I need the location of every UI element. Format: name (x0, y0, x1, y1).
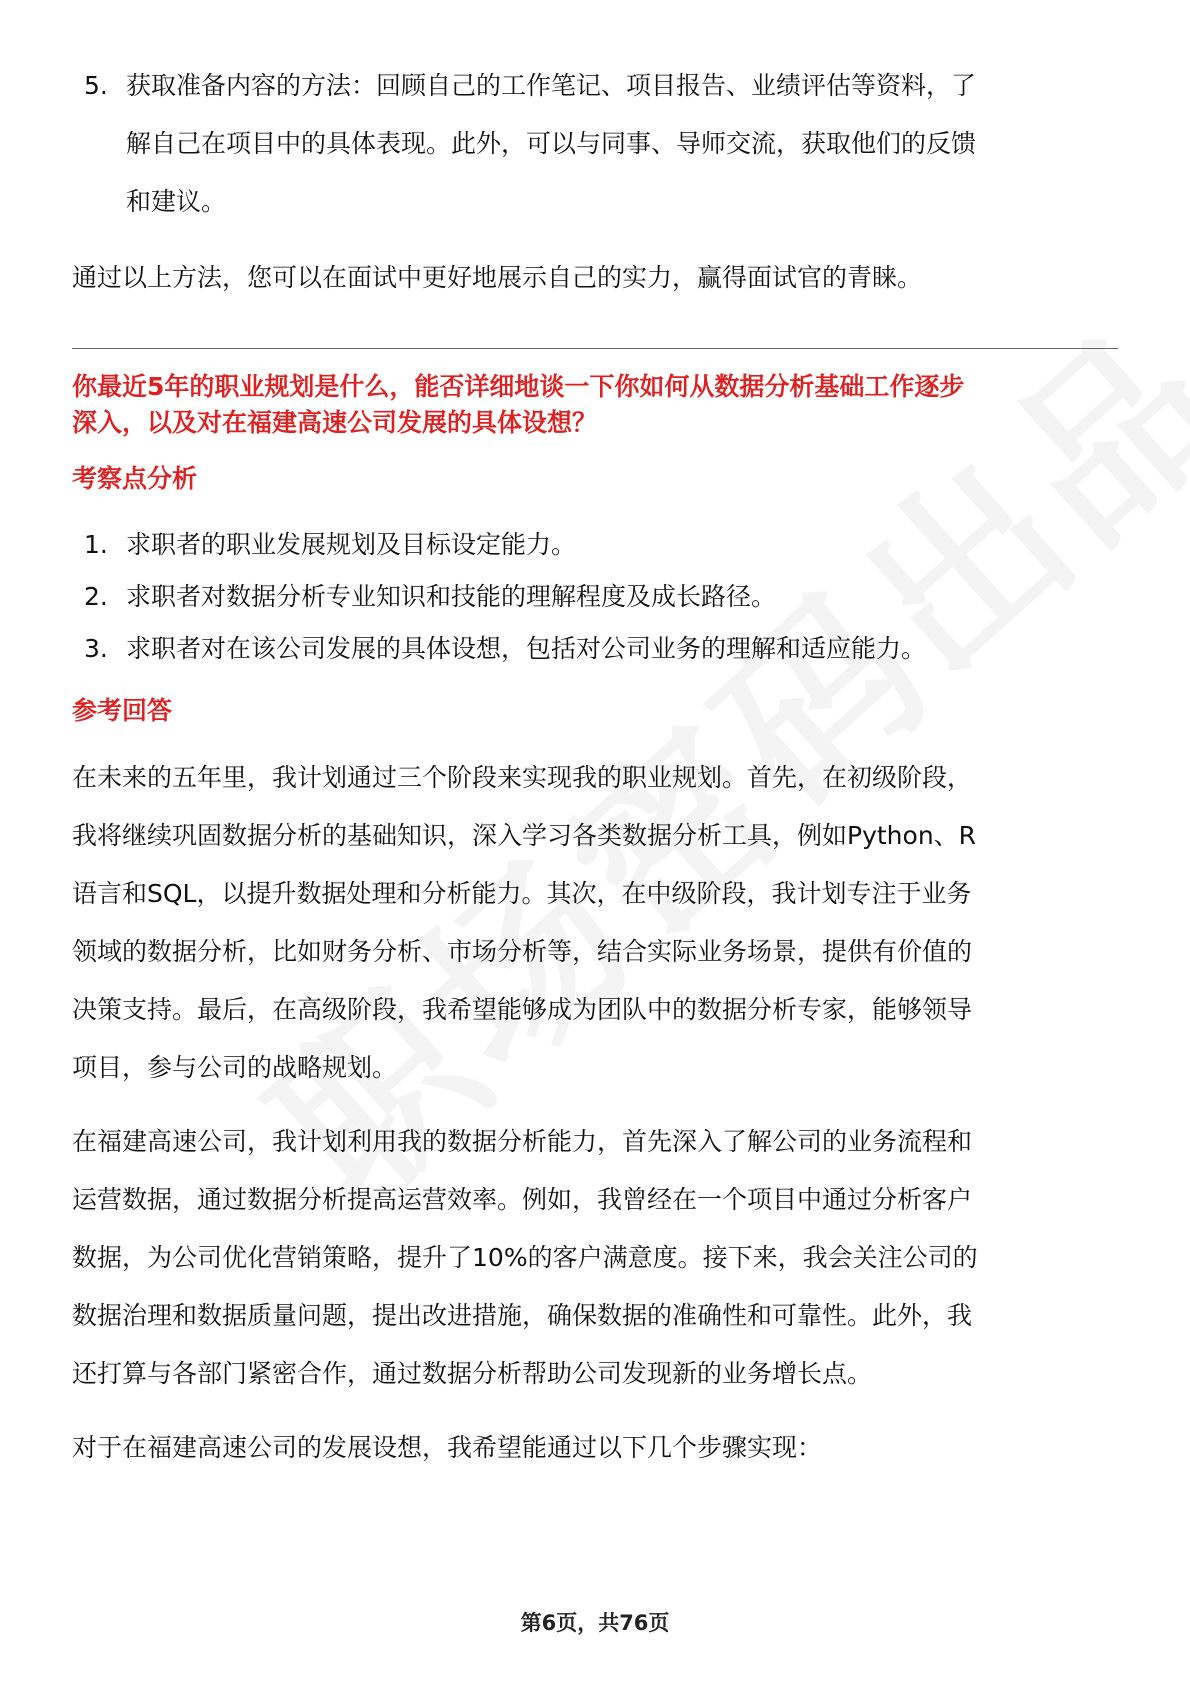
list-item (72, 519, 1118, 571)
paragraph-line: 数据，为公司优化营销策略，提升了10%的客户满意度。接下来，我会关注公司的 (72, 1243, 978, 1272)
list-item (72, 57, 1118, 231)
page-number-footer: 第6页，共76页 (520, 1611, 670, 1635)
page-content (72, 57, 1118, 1477)
question-line: 深入，以及对在福建高速公司发展的具体设想？ (72, 408, 598, 437)
interview-question (72, 369, 1118, 441)
closing-paragraph: 通过以上方法，您可以在面试中更好地展示自己的实力，赢得面试官的青睐。 (72, 263, 923, 292)
list-item-number: 3. (84, 634, 108, 663)
list-item (72, 571, 1118, 623)
paragraph-line: 领域的数据分析，比如财务分析、市场分析等，结合实际业务场景，提供有价值的 (72, 937, 973, 966)
paragraph-line: 数据治理和数据质量问题，提出改进措施，确保数据的准确性和可靠性。此外，我 (72, 1301, 973, 1330)
list-item-text: 求职者的职业发展规划及目标设定能力。 (126, 530, 577, 559)
list-item-line: 和建议。 (126, 187, 227, 216)
list-item-line: 获取准备内容的方法：回顾自己的工作笔记、项目报告、业绩评估等资料，了 (126, 71, 977, 100)
paragraph-line: 语言和SQL，以提升数据处理和分析能力。其次，在中级阶段，我计划专注于业务 (72, 879, 972, 908)
answer-paragraph (72, 1113, 1118, 1403)
list-item-text: 求职者对数据分析专业知识和技能的理解程度及成长路径。 (126, 582, 777, 611)
question-line: 你最近5年的职业规划是什么，能否详细地谈一下你如何从数据分析基础工作逐步 (72, 372, 965, 401)
paragraph-line: 决策支持。最后，在高级阶段，我希望能够成为团队中的数据分析专家，能够领导 (72, 995, 973, 1024)
paragraph-line: 还打算与各部门紧密合作，通过数据分析帮助公司发现新的业务增长点。 (72, 1359, 873, 1388)
list-item-number: 2. (84, 582, 108, 611)
analysis-heading: 考察点分析 (72, 464, 198, 493)
list-item (72, 623, 1118, 675)
paragraph-line: 我将继续巩固数据分析的基础知识，深入学习各类数据分析工具，例如Python、R (72, 821, 977, 850)
list-item-line: 解自己在项目中的具体表现。此外，可以与同事、导师交流，获取他们的反馈 (126, 129, 977, 158)
paragraph-line: 对于在福建高速公司的发展设想，我希望能通过以下几个步骤实现： (72, 1433, 823, 1462)
answer-heading: 参考回答 (72, 696, 173, 725)
section-divider (72, 348, 1118, 349)
paragraph-line: 在福建高速公司，我计划利用我的数据分析能力，首先深入了解公司的业务流程和 (72, 1127, 973, 1156)
analysis-list (72, 519, 1118, 675)
list-item-number: 1. (84, 530, 108, 559)
list-item-number: 5. (84, 71, 108, 100)
paragraph-line: 项目，参与公司的战略规划。 (72, 1053, 398, 1082)
list-item-text: 求职者对在该公司发展的具体设想，包括对公司业务的理解和适应能力。 (126, 634, 927, 663)
answer-paragraph (72, 749, 1118, 1097)
paragraph-line: 运营数据，通过数据分析提高运营效率。例如，我曾经在一个项目中通过分析客户 (72, 1185, 973, 1214)
paragraph-line: 在未来的五年里，我计划通过三个阶段来实现我的职业规划。首先，在初级阶段， (72, 763, 973, 792)
answer-paragraph (72, 1419, 1118, 1477)
